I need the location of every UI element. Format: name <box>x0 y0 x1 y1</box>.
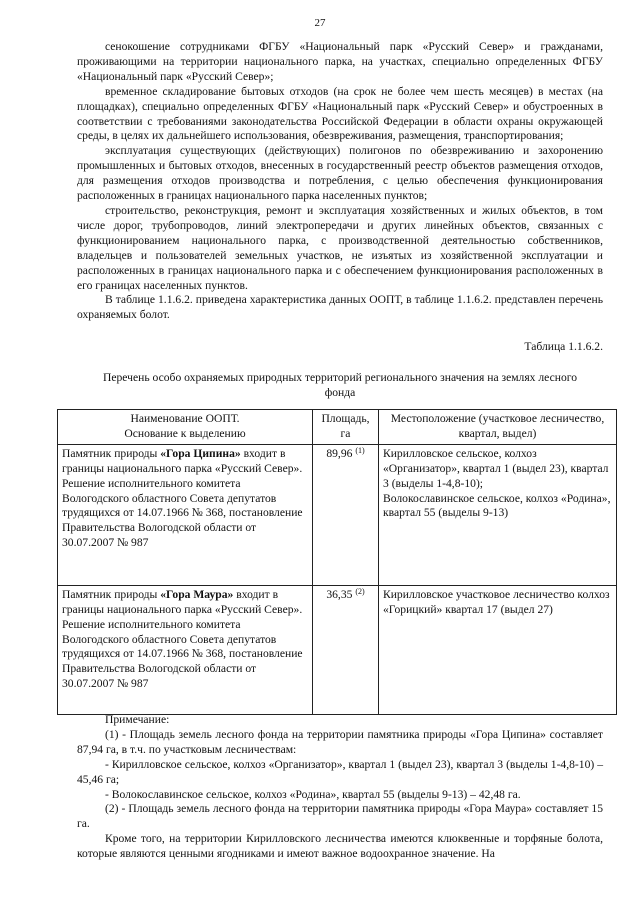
cell-area: 89,96 $^{(1)}$ <box>313 444 379 585</box>
paragraph-waste-storage: временное складирование бытовых отходов (на срок не более чем шесть месяцев) в местах (на площадках), специально определенных ФГБУ «Национальный парк «Русский Север» и обустроенных в соответствии с требованиями законодательства Российской Федерации в области охраны окружающей среды, в целях их дальнейшего использования, обезвреживания, размещения, транспортирования; <box>77 84 603 143</box>
table-row <box>58 444 617 585</box>
paragraph-construction: строительство, реконструкция, ремонт и эксплуатация хозяйственных и жилых объектов, в том числе дорог, трубопроводов, линий электропередачи и других линейных объектов, связанных с функционированием национального парка, с производственной деятельностью собственников, владельцев и пользователей земельных участков, не изъятых из хозяйственной эксплуатации и расположенных в границах национального парка и с обеспечением функционирования расположенных в его границах населенных пунктов. <box>77 203 603 292</box>
table-row <box>58 585 617 714</box>
paragraph-haymaking: сенокошение сотрудниками ФГБУ «Национальный парк «Русский Север» и гражданами, проживающими на территории национального парка, на участках, специально определенных ФГБУ «Национальный парк «Русский Север»; <box>77 40 603 83</box>
footnote-marker: (2) <box>355 586 365 596</box>
page-number: 27 <box>314 17 326 29</box>
oopt-table <box>57 409 617 715</box>
table-header-row <box>58 410 617 445</box>
cell-name: Памятник природы «Гора Маура» входит в границы национального парка «Русский Север». Решение исполнительного комитета Вологодского областного Совета депутатов трудящихся от 14.07.1966 № 368, постановление Правительства Вологодской области от 30.07.2007 № 987 <box>58 585 313 714</box>
monument-name: «Гора Маура» <box>160 587 234 601</box>
monument-name: «Гора Ципина» <box>160 446 241 460</box>
header-location: Местоположение (участковое лесничество, квартал, выдел) <box>379 410 617 445</box>
paragraph-bogs: Кроме того, на территории Кирилловского лесничества имеются клюквенные и торфяные болота, которые являются ценными ягодниками и имеют важное водоохранное значение. На <box>77 832 603 861</box>
paragraph-landfills: эксплуатация существующих (действующих) полигонов по обезвреживанию и захоронению промышленных и бытовых отходов, внесенных в государственный реестр объектов размещения отходов, для размещения отходов производства и потребления, с целью обеспечения функционирования расположенных в границах национального парка населенных пунктов; <box>77 144 603 203</box>
note-1-item-b: - Волокославинское сельское, колхоз «Родина», квартал 55 (выделы 9-13) – 42,48 га. <box>105 787 521 801</box>
cell-location: Кирилловское участковое лесничество колхоз «Горицкий» квартал 17 (выдел 27) <box>379 585 617 714</box>
table-title: Перечень особо охраняемых природных территорий регионального значения на землях лесного фонда <box>102 371 578 399</box>
notes-heading: Примечание: <box>105 713 170 726</box>
cell-area: 36,35 $^{(2)}$ <box>313 585 379 714</box>
notes-section <box>77 713 603 862</box>
footnote-marker: (1) <box>355 445 365 455</box>
cell-location: Кирилловское сельское, колхоз «Организатор», квартал 1 (выдел 23), квартал 3 (выделы 1-4,8-10); Волокославинское сельское, колхоз «Родина», квартал 55 (выделы 9-13) <box>379 444 617 585</box>
note-1: (1) - Площадь земель лесного фонда на территории памятника природы «Гора Ципина» составляет 87,94 га, в т.ч. по участковым лесничествам: <box>77 727 603 756</box>
note-2: (2) - Площадь земель лесного фонда на территории памятника природы «Гора Маура» составляет 15 га. <box>77 802 603 831</box>
note-1-item-a: - Кирилловское сельское, колхоз «Организатор», квартал 1 (выдел 23), квартал 3 (выделы 1-4,8-10) – 45,46 га; <box>77 757 603 786</box>
table-label: Таблица 1.1.6.2. <box>524 340 603 353</box>
header-area: Площадь, га <box>313 410 379 445</box>
paragraph-table-reference: В таблице 1.1.6.2. приведена характеристика данных ООПТ, в таблице 1.1.6.2. представлен перечень охраняемых болот. <box>77 293 603 322</box>
cell-name: Памятник природы «Гора Ципина» входит в границы национального парка «Русский Север». Решение исполнительного комитета Вологодского областного Совета депутатов трудящихся от 14.07.1966 № 368, постановление Правительства Вологодской области от 30.07.2007 № 987 <box>58 444 313 585</box>
header-name: Наименование ООПТ. Основание к выделению <box>58 410 313 445</box>
body-text-top <box>77 40 603 323</box>
